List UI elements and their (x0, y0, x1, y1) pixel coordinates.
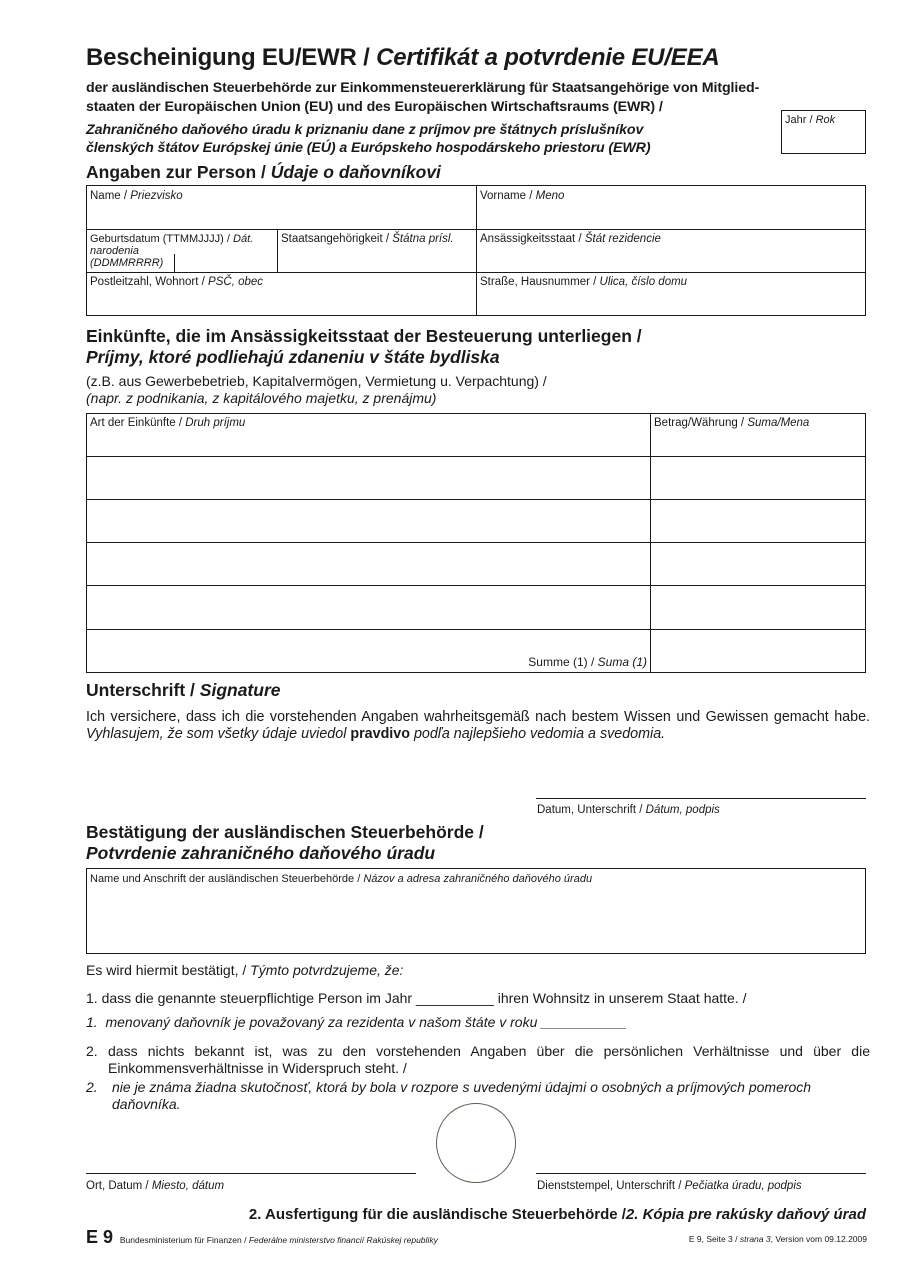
income-row-3-type[interactable] (87, 543, 650, 585)
subtitle-sk-line2: členských štátov Európskej únie (EÚ) a Európskeho hospodárskeho priestoru (EWR) (86, 140, 651, 156)
income-amount-header: Betrag/Währung / Suma/Mena (654, 417, 810, 429)
sum-amount-field[interactable] (651, 630, 865, 672)
postal-city-label: Postleitzahl, Wohnort / PSČ, obec (90, 276, 264, 288)
citizenship-label: Staatsangehörigkeit / Štátna prísl. (281, 233, 454, 245)
subtitle-de-line2: staaten der Europäischen Union (EU) und des Europäischen Wirtschaftsraums (EWR) / (86, 99, 663, 115)
person-heading: Angaben zur Person / Údaje o daňovníkovi (86, 162, 441, 182)
citizenship-field[interactable] (278, 230, 476, 272)
income-row-2-amount[interactable] (651, 500, 865, 542)
income-table (86, 413, 866, 673)
ministry: Bundesministerium für Finanzen / Federálne ministerstvo financií Rakúskej republiky (119, 1235, 438, 1245)
income-heading-sk: Príjmy, ktoré podliehajú zdaneniu v štáte bydliska (86, 347, 500, 367)
year-field[interactable] (781, 110, 866, 154)
surname-label: Name / Priezvisko (90, 190, 183, 202)
place-date-line[interactable] (86, 1173, 416, 1174)
authority-label: Name und Anschrift der ausländischen Steuerbehörde / Názov a adresa zahraničného daňového úradu (90, 873, 593, 885)
form-title (86, 44, 720, 72)
street-label: Straße, Hausnummer / Ulica, číslo domu (480, 276, 688, 288)
stamp-circle (436, 1103, 516, 1183)
sum-label: Summe (1) / Suma (1) (528, 655, 647, 669)
residence-state-label: Ansässigkeitsstaat / Štát rezidencie (480, 233, 661, 245)
stamp-signature-line[interactable] (536, 1173, 866, 1174)
confirmation-heading-de: Bestätigung der ausländischen Steuerbehörde / (86, 822, 484, 842)
signature-line[interactable] (536, 798, 866, 799)
postal-city-field[interactable] (87, 273, 476, 315)
income-row-3-amount[interactable] (651, 543, 865, 585)
subtitle-de-line1: der ausländischen Steuerbehörde zur Einkommensteuererklärung für Staatsangehörige von Mitglied- (86, 80, 760, 96)
item2-sk: 2. nie je známa žiadna skutočnosť, ktorá by bola v rozpore s uvedenými údajmi o osobných a príjmových pomeroch daňovníka. (86, 1079, 812, 1112)
item1-year-blank[interactable]: __________ (415, 990, 494, 1006)
form-code: E 9 (86, 1227, 114, 1247)
authority-field[interactable] (86, 868, 866, 954)
subtitle-sk-line1: Zahraničného daňového úradu k priznaniu dane z príjmov pre štátnych príslušníkov (86, 122, 644, 138)
income-heading-de: Einkünfte, die im Ansässigkeitsstaat der Besteuerung unterliegen / (86, 326, 642, 346)
income-row-2-type[interactable] (87, 500, 650, 542)
income-row-1-amount[interactable] (651, 457, 865, 499)
form-title-de: Bescheinigung EU/EWR / (86, 44, 377, 71)
confirmation-heading-sk: Potvrdenie zahraničného daňového úradu (86, 843, 436, 863)
date-signature-label: Datum, Unterschrift / Dátum, podpis (537, 804, 720, 816)
stamp-signature-label: Dienststempel, Unterschrift / Pečiatka úradu, podpis (537, 1180, 802, 1192)
birthdate-label: Geburtsdatum (TTMMJJJJ) / Dát. narodenia (DDMMRRRR) (90, 233, 254, 269)
birthdate-field[interactable] (87, 230, 277, 272)
income-row-4-type[interactable] (87, 586, 650, 629)
income-row-4-amount[interactable] (651, 586, 865, 629)
item1-sk-year-blank[interactable]: ___________ (541, 1014, 627, 1030)
firstname-field[interactable] (477, 186, 865, 229)
income-note-de: (z.B. aus Gewerbebetrieb, Kapitalvermögen, Vermietung u. Verpachtung) / (86, 373, 547, 389)
item2-de: 2. dass nichts bekannt ist, was zu den vorstehenden Angaben über die persönlichen Verhältnisse und über die Einkommensverhältnisse in Widerspruch steht. / (86, 1043, 870, 1076)
firstname-label: Vorname / Meno (480, 190, 565, 202)
form-title-sk: Certifikát a potvrdenie EU/EEA (376, 44, 720, 71)
income-note-sk: (napr. z podnikania, z kapitálového majetku, z prenájmu) (86, 390, 437, 406)
income-row-1-type[interactable] (87, 457, 650, 499)
place-date-label: Ort, Datum / Miesto, dátum (86, 1180, 225, 1192)
signature-heading: Unterschrift / Signature (86, 680, 281, 700)
footer-left (86, 1227, 438, 1248)
surname-field[interactable] (87, 186, 476, 229)
year-label: Jahr / Rok (785, 114, 836, 126)
street-field[interactable] (477, 273, 865, 315)
confirmation-intro: Es wird hiermit bestätigt, / Týmto potvrdzujeme, že: (86, 962, 404, 978)
declaration-text: Ich versichere, dass ich die vorstehenden Angaben wahrheitsgemäß nach bestem Wissen und Gewissen gemacht habe. Vyhlasujem, že som všetky údaje uviedol pravdivo podľa najlepšieho vedomia a svedomia. (86, 709, 870, 742)
person-table (86, 185, 866, 316)
residence-state-field[interactable] (477, 230, 865, 272)
item1-de: 1. dass die genannte steuerpflichtige Person im Jahr __________ ihren Wohnsitz in unserem Staat hatte. / (86, 990, 747, 1006)
income-type-header: Art der Einkünfte / Druh príjmu (90, 417, 246, 429)
copy-note: 2. Ausfertigung für die ausländische Steuerbehörde /2. Kópia pre rakúsky daňový úrad (248, 1206, 866, 1223)
item1-sk: 1. menovaný daňovník je považovaný za rezidenta v našom štáte v roku ___________ (86, 1014, 627, 1030)
page-info: E 9, Seite 3 / strana 3, Version vom 09.12.2009 (688, 1234, 867, 1244)
